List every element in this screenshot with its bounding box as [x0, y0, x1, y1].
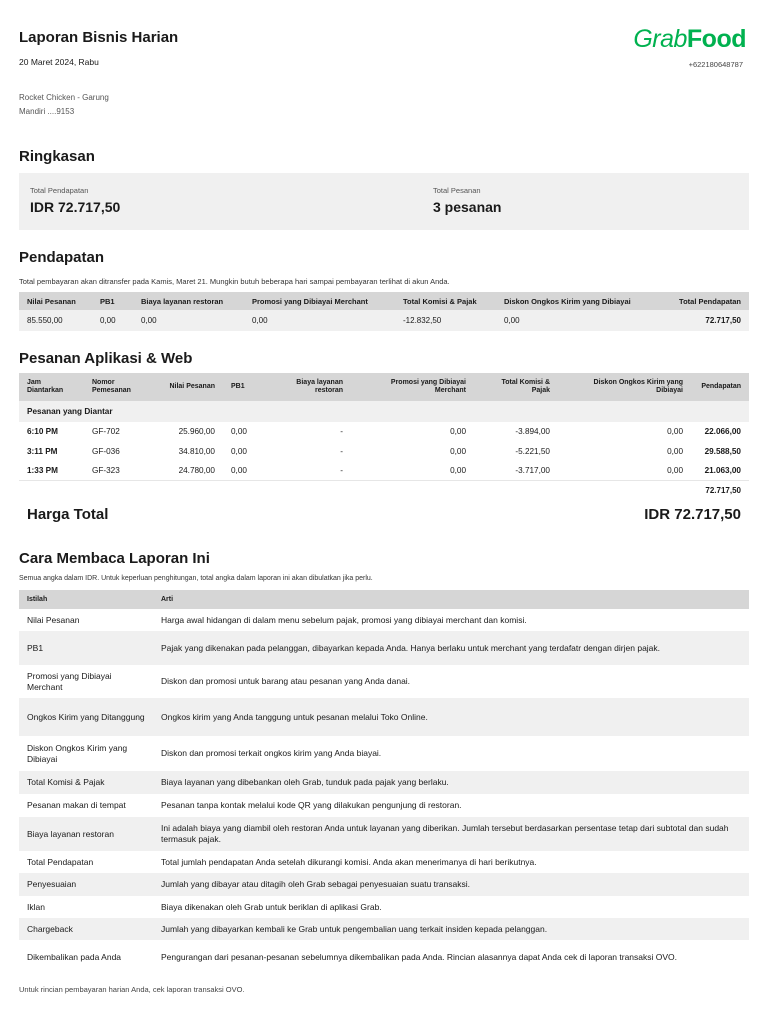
glossary-term: Total Pendapatan: [27, 856, 94, 867]
glossary-row: [19, 873, 749, 896]
order-row: [19, 422, 749, 442]
glossary-term: Dikembalikan pada Anda: [27, 951, 122, 962]
cell: -: [340, 427, 343, 437]
income-note: Total pembayaran akan ditransfer pada Kamis, Maret 21. Mungkin butuh beberapa hari sampai pembayaran terlihat di akun Anda.: [19, 277, 450, 286]
glossary-term: Biaya layanan restoran: [19, 817, 153, 851]
glossary-meaning: Ini adalah biaya yang diambil oleh restoran Anda untuk layanan yang diberikan. Jumlah tersebut berdasarkan persentase tetap dari subtotal dan sudah termasuk pajak.: [153, 817, 749, 851]
footer-note: Untuk rincian pembayaran harian Anda, cek laporan transaksi OVO.: [19, 985, 245, 994]
cell: 0,00: [133, 310, 244, 331]
glossary-meaning: Diskon dan promosi terkait ongkos kirim yang Anda biayai.: [161, 748, 382, 758]
glossary-meaning: Pengurangan dari pesanan-pesanan sebelumnya dikembalikan pada Anda. Rincian alasannya dapat Anda cek di laporan transaksi OVO.: [161, 951, 678, 962]
glossary-term: Total Komisi & Pajak: [19, 771, 153, 794]
grabfood-logo: [633, 25, 746, 54]
order-group-label: Pesanan yang Diantar: [19, 401, 749, 422]
glossary-term: Diskon Ongkos Kirim yang Dibiayai: [27, 742, 128, 764]
glossary-row: [19, 817, 749, 851]
glossary-heading: Cara Membaca Laporan Ini: [19, 550, 210, 567]
cell: 6:10 PM: [27, 427, 58, 437]
glossary-row: [19, 918, 749, 940]
glossary-meaning: Total jumlah pendapatan Anda setelah dikurangi komisi. Anda akan menerimanya di hari berikutnya.: [161, 856, 537, 867]
grand-total-label: Harga Total: [27, 506, 109, 523]
col-meaning: Arti: [153, 590, 749, 609]
subtotal-divider: [19, 480, 749, 481]
cell: 0,00: [231, 466, 247, 476]
glossary-meaning: Jumlah yang dibayar atau ditagih oleh Grab sebagai penyesuaian suatu transaksi.: [153, 873, 749, 896]
report-title: Laporan Bisnis Harian: [19, 29, 179, 46]
glossary-meaning: Diskon dan promosi untuk barang atau pesanan yang Anda danai.: [161, 676, 411, 686]
glossary-row: [19, 736, 749, 771]
cell: 34.810,00: [178, 446, 215, 456]
col-commission-tax: Total Komisi & Pajak: [474, 373, 558, 401]
cell: 0,00: [667, 446, 683, 456]
col-total-income: Total Pendapatan: [652, 292, 749, 310]
glossary-term: PB1: [19, 631, 153, 665]
glossary-term: Penyesuaian: [19, 873, 153, 896]
glossary-term: Chargeback: [19, 918, 153, 940]
orders-heading: Pesanan Aplikasi & Web: [19, 350, 193, 367]
cell: GF-323: [92, 466, 120, 476]
col-delivery-discount: Diskon Ongkos Kirim yang Dibiayai: [558, 373, 691, 401]
cell: 29.588,50: [704, 446, 741, 456]
col-term: Istilah: [19, 590, 153, 609]
col-service-fee: Biaya layanan restoran: [133, 292, 244, 310]
cell: -5.221,50: [515, 446, 550, 456]
cell: GF-702: [92, 427, 120, 437]
logo-grab-text: Grab: [633, 25, 687, 53]
cell: 0,00: [667, 427, 683, 437]
cell: 1:33 PM: [27, 466, 58, 476]
glossary-row: [19, 631, 749, 665]
glossary-meaning: Biaya dikenakan oleh Grab untuk beriklan di aplikasi Grab.: [161, 901, 382, 912]
cell: 24.780,00: [178, 466, 215, 476]
glossary-meaning: Jumlah yang dibayarkan kembali ke Grab untuk pengembalian uang terkait insiden kepada pelanggan.: [153, 918, 749, 940]
cell: 22.066,00: [704, 427, 741, 437]
total-income-value: IDR 72.717,50: [30, 199, 121, 215]
merchant-info: [19, 91, 109, 119]
cell: -: [340, 466, 343, 476]
cell: 85.550,00: [19, 310, 92, 331]
cell: 0,00: [450, 427, 466, 437]
glossary-header-row: [19, 590, 749, 609]
glossary-meaning: Pajak yang dikenakan pada pelanggan, dibayarkan kepada Anda. Hanya berlaku untuk merchant yang terdafatr dengan dirjen pajak.: [153, 631, 749, 665]
glossary-meaning: Ongkos kirim yang Anda tanggung untuk pesanan melalui Toko Online.: [153, 698, 749, 736]
orders-subtotal: 72.717,50: [705, 486, 741, 495]
cell: 21.063,00: [704, 466, 741, 476]
glossary-term: Iklan: [27, 901, 45, 912]
glossary-note: Semua angka dalam IDR. Untuk keperluan penghitungan, total angka dalam laporan ini akan dibulatkan jika perlu.: [19, 575, 373, 582]
glossary-row: [19, 896, 749, 918]
report-date: 20 Maret 2024, Rabu: [19, 57, 99, 67]
glossary-meaning: Pesanan tanpa kontak melalui kode QR yang dilakukan pengunjung di restoran.: [161, 800, 462, 810]
glossary-term: Ongkos Kirim yang Ditanggung: [19, 698, 153, 736]
phone-number: +622180648787: [688, 60, 743, 69]
col-pb1: PB1: [223, 373, 263, 401]
bank-account: Mandiri ....9153: [19, 107, 75, 116]
summary-heading: Ringkasan: [19, 148, 95, 165]
glossary-row: [19, 851, 749, 873]
col-delivery-time: Jam Diantarkan: [19, 373, 84, 401]
cell: 0,00: [231, 427, 247, 437]
col-merchant-promo: Promosi yang Dibiayai Merchant: [351, 373, 474, 401]
cell: 0,00: [231, 446, 247, 456]
col-order-number: Nomor Pemesanan: [84, 373, 147, 401]
glossary-term: Nilai Pesanan: [27, 614, 80, 625]
cell: 72.717,50: [652, 310, 749, 331]
orders-header-row: [19, 373, 749, 401]
income-table: [19, 292, 749, 331]
glossary-meaning: Harga awal hidangan di dalam menu sebelum pajak, promosi yang dibiayai merchant dan komisi.: [161, 614, 527, 625]
cell: 0,00: [496, 310, 652, 331]
order-group-row: [19, 401, 749, 422]
cell: 0,00: [244, 310, 395, 331]
glossary-row: [19, 665, 749, 698]
cell: 0,00: [450, 446, 466, 456]
cell: 3:11 PM: [27, 446, 58, 456]
col-delivery-discount: Diskon Ongkos Kirim yang Dibiayai: [496, 292, 652, 310]
glossary-row: [19, 609, 749, 631]
glossary-row: [19, 940, 749, 974]
order-row: [19, 461, 749, 481]
glossary-term: Promosi yang Dibiayai Merchant: [27, 670, 112, 692]
income-heading: Pendapatan: [19, 249, 105, 266]
total-orders-value: 3 pesanan: [433, 199, 502, 215]
col-commission-tax: Total Komisi & Pajak: [395, 292, 496, 310]
col-order-value: Nilai Pesanan: [19, 292, 92, 310]
cell: 25.960,00: [178, 427, 215, 437]
col-service-fee: Biaya layanan restoran: [263, 373, 351, 401]
income-header-row: [19, 292, 749, 310]
col-order-value: Nilai Pesanan: [147, 373, 223, 401]
merchant-name: Rocket Chicken - Garung: [19, 93, 109, 102]
col-pb1: PB1: [92, 292, 133, 310]
glossary-row: [19, 771, 749, 794]
cell: 0,00: [667, 466, 683, 476]
order-row: [19, 442, 749, 462]
total-orders-label: Total Pesanan: [433, 186, 481, 195]
total-income-label: Total Pendapatan: [30, 186, 89, 195]
cell: 0,00: [92, 310, 133, 331]
cell: 0,00: [450, 466, 466, 476]
orders-table: [19, 373, 749, 481]
col-merchant-promo: Promosi yang Dibiayai Merchant: [244, 292, 395, 310]
glossary-row: [19, 698, 749, 736]
glossary-meaning: Biaya layanan yang dibebankan oleh Grab, tunduk pada pajak yang berlaku.: [153, 771, 749, 794]
glossary-row: [19, 794, 749, 817]
cell: -3.894,00: [515, 427, 550, 437]
cell: -12.832,50: [395, 310, 496, 331]
glossary-table: [19, 590, 749, 974]
cell: -3.717,00: [515, 466, 550, 476]
glossary-term: Pesanan makan di tempat: [27, 800, 126, 810]
cell: -: [340, 446, 343, 456]
income-row: [19, 310, 749, 331]
grand-total-value: IDR 72.717,50: [644, 506, 741, 523]
cell: GF-036: [92, 446, 120, 456]
col-income: Pendapatan: [691, 373, 749, 401]
logo-food-text: Food: [686, 25, 746, 53]
summary-box: [19, 173, 749, 230]
